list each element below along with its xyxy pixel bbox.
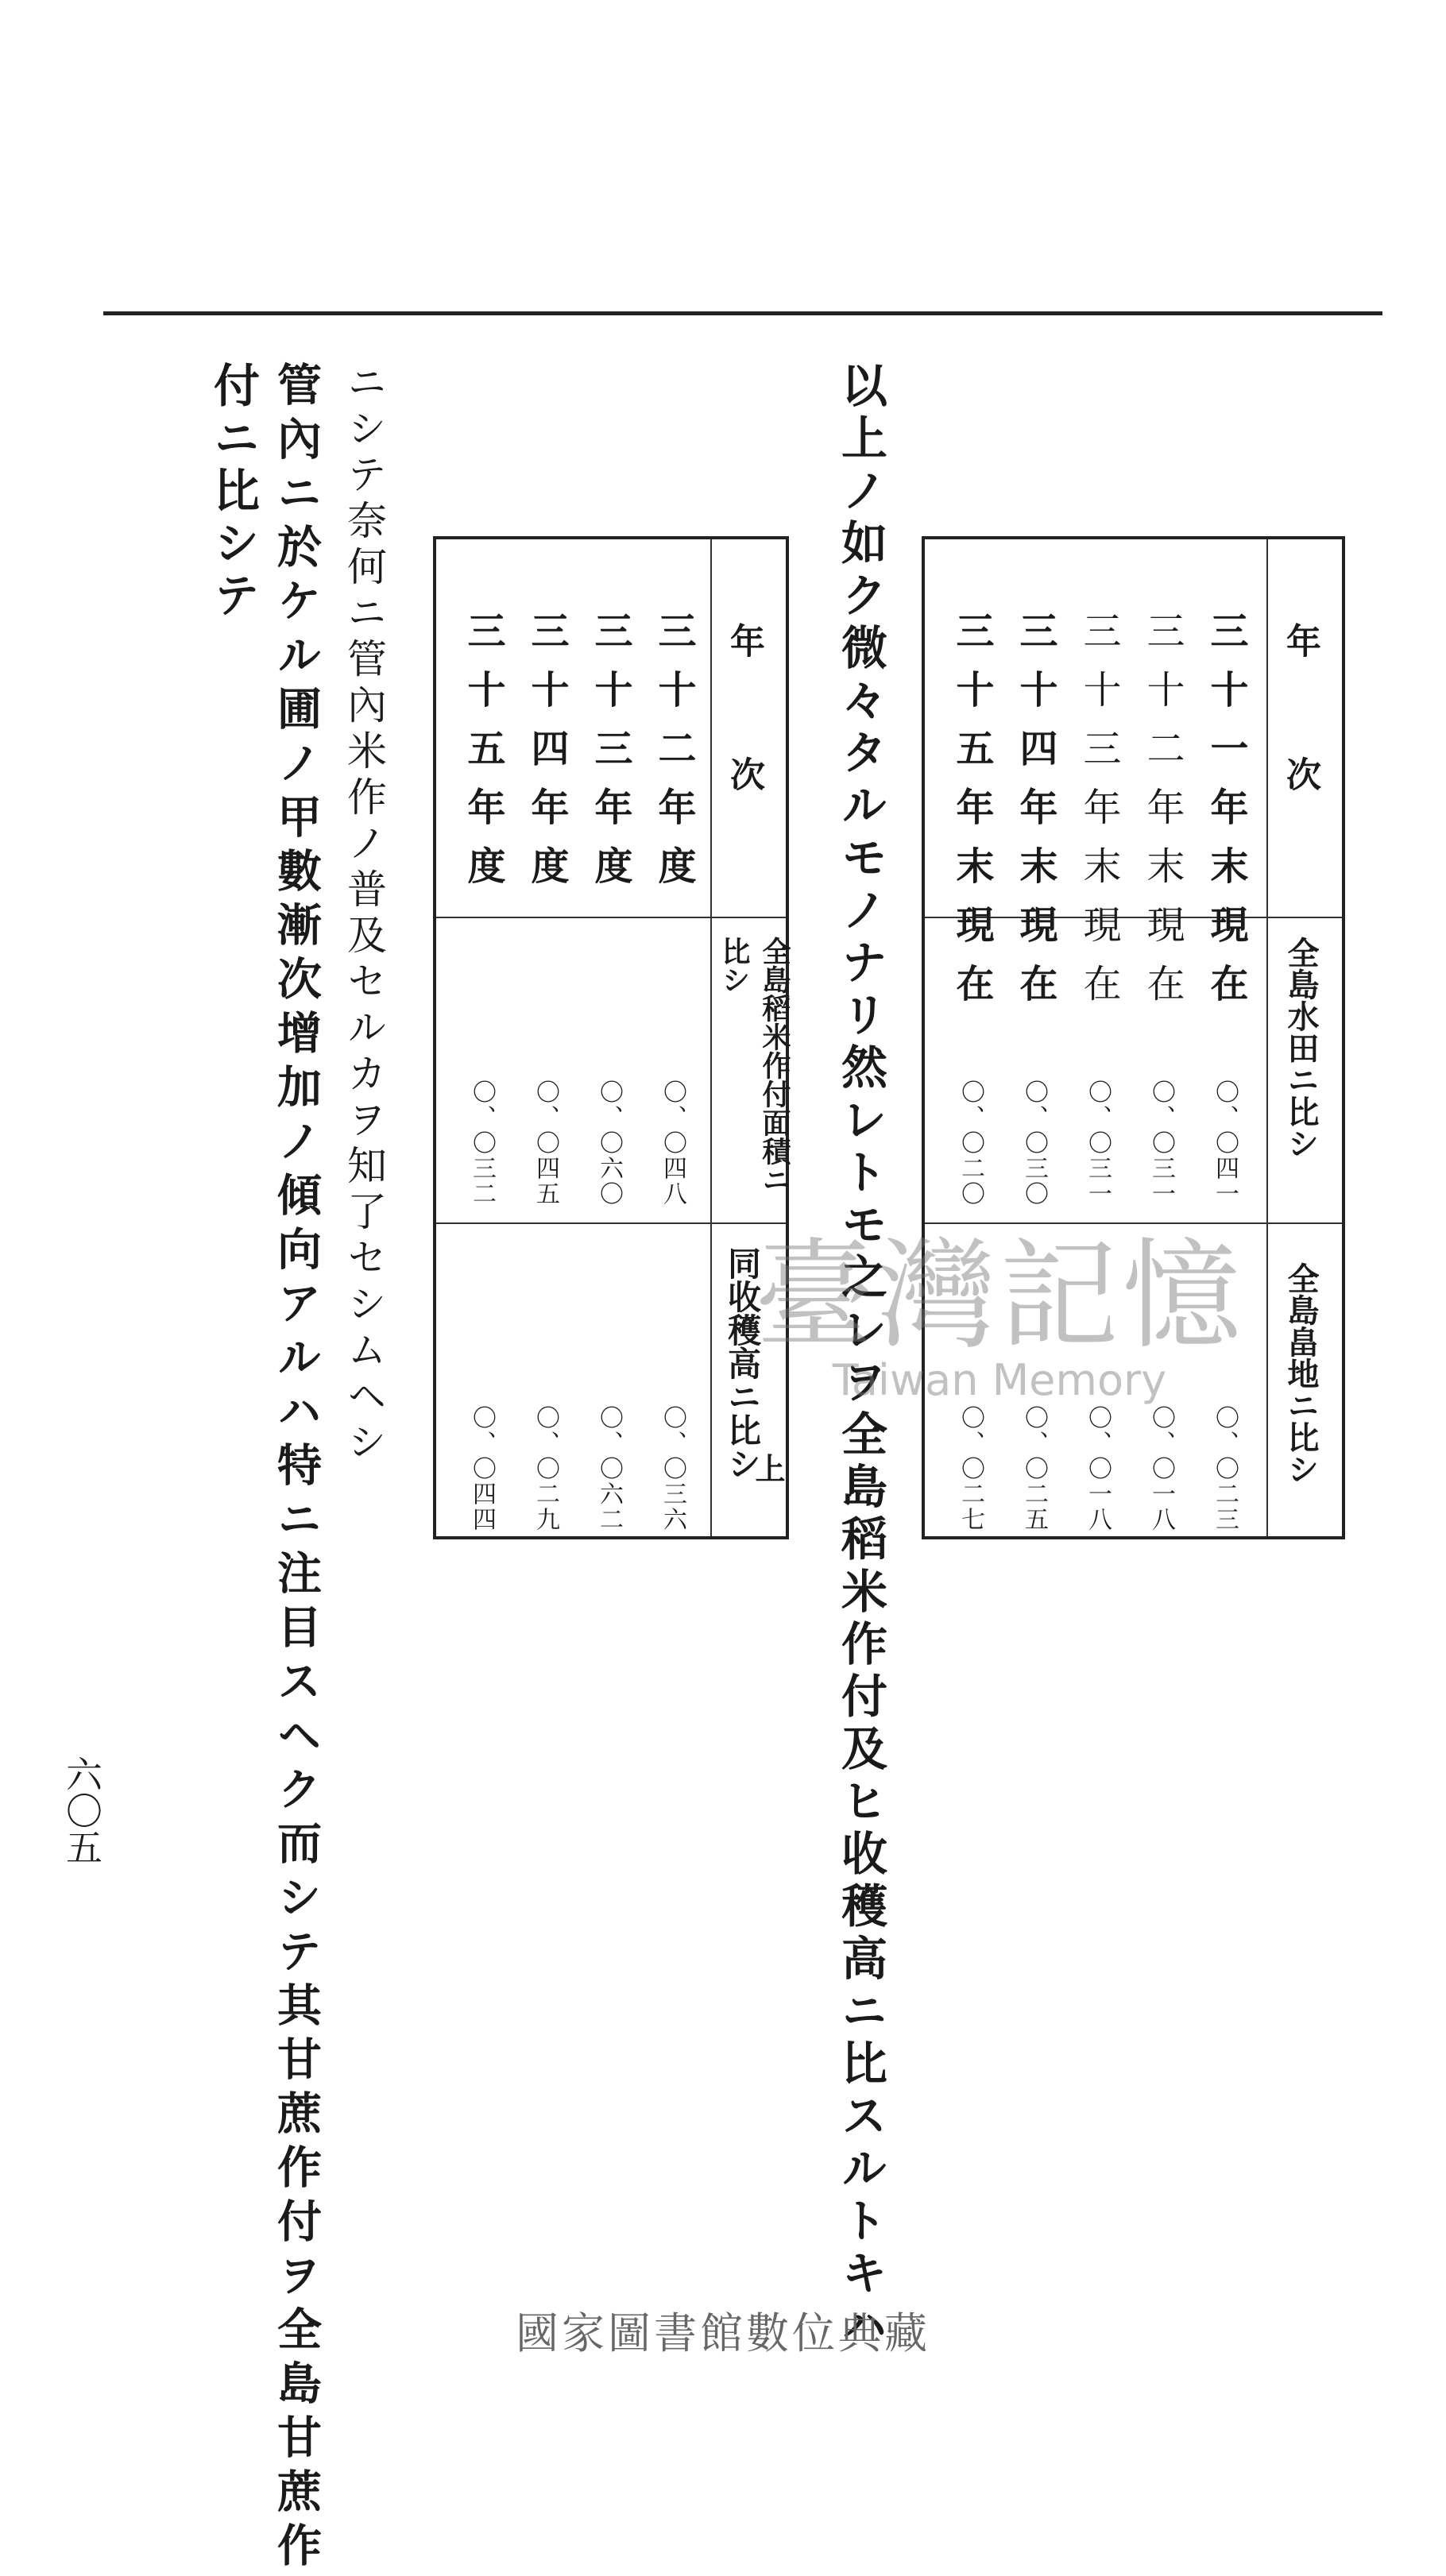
table2-col1-row-2: 〇、〇六〇 — [595, 1079, 623, 1207]
table2-year-row-3: 三十四年度 — [524, 611, 569, 905]
table1-col2-row-4: 〇、〇二五 — [1020, 1405, 1048, 1532]
table1-col2-row-1: 〇、〇二三 — [1211, 1405, 1239, 1532]
table1-col2-row-2: 〇、〇一八 — [1147, 1405, 1175, 1532]
table1-col1-row-2: 〇、〇三一 — [1147, 1079, 1175, 1207]
table1-col1-row-3: 〇、〇三一 — [1084, 1079, 1112, 1207]
page-number: 六〇五 — [60, 1755, 103, 1865]
text-line-1: 以上ノ如ク微々タルモノナリ然レトモ之レヲ全島稻米作付及ヒ收穫高ニ比スルトキハ — [833, 361, 887, 2354]
table1-header-year: 年 次 — [1280, 623, 1320, 823]
table2-col2-row-2: 〇、〇六二 — [595, 1405, 623, 1532]
table2-header-year: 年 次 — [724, 623, 764, 823]
table1-col1-row-4: 〇、〇三〇 — [1020, 1079, 1048, 1207]
text-line-4: 付ニ比シテ — [206, 361, 260, 624]
table2-header-col1: 全島稻米作付面積ニ比シ — [717, 937, 791, 1194]
table-rice-comparison — [433, 536, 789, 1539]
text-line-3: 管內ニ於ケル圃ノ甲數漸次增加ノ傾向アルハ特ニ注目スヘク而シテ其甘蔗作付ヲ全島甘蔗作 — [270, 361, 323, 2576]
table2-header-col2-tag: 上 — [750, 1453, 786, 1483]
table1-header-col1: 全島水田ニ比シ — [1282, 937, 1320, 1159]
table1-col2-row-5: 〇、〇二七 — [957, 1405, 984, 1532]
table2-col2-row-1: 〇、〇三六 — [659, 1405, 686, 1532]
table2-header-col2: 同收穫高ニ比シ — [723, 1246, 762, 1480]
table2-year-row-4: 三十五年度 — [461, 611, 505, 905]
table2-col2-row-3: 〇、〇二九 — [532, 1405, 559, 1532]
table1-year-row-1: 三十一年末現在 — [1204, 611, 1248, 1022]
table1-year-row-4: 三十四年末現在 — [1013, 611, 1057, 1022]
table2-col2-row-4: 〇、〇四四 — [468, 1405, 496, 1532]
watermark-english: Taiwan Memory — [832, 1355, 1167, 1405]
table1-col2-row-3: 〇、〇一八 — [1084, 1405, 1112, 1532]
table1-header-col2: 全島畠地ニ比シ — [1282, 1262, 1320, 1485]
text-line-2: ニシテ奈何ニ管內米作ノ普及セルカヲ知了セシムヘシ — [341, 361, 387, 1467]
table2-col1-row-3: 〇、〇四五 — [532, 1079, 559, 1207]
footer-archive-label: 國家圖書館數位典藏 — [516, 2308, 930, 2358]
table2-col1-row-4: 〇、〇三二 — [468, 1079, 496, 1207]
table2-year-row-2: 三十三年度 — [588, 611, 632, 905]
top-rule — [103, 311, 1382, 315]
table1-col1-row-1: 〇、〇四一 — [1211, 1079, 1239, 1207]
table1-year-row-2: 三十二年末現在 — [1140, 611, 1185, 1022]
watermark — [755, 1199, 1244, 1405]
watermark-chinese: 臺灣記憶 — [755, 1227, 1245, 1365]
table2-col1-row-1: 〇、〇四八 — [659, 1079, 686, 1207]
table1-col1-row-5: 〇、〇二〇 — [957, 1079, 984, 1207]
table2-year-row-1: 三十二年度 — [651, 611, 696, 905]
table1-year-row-3: 三十三年末現在 — [1077, 611, 1121, 1022]
table1-year-row-5: 三十五年末現在 — [949, 611, 994, 1022]
